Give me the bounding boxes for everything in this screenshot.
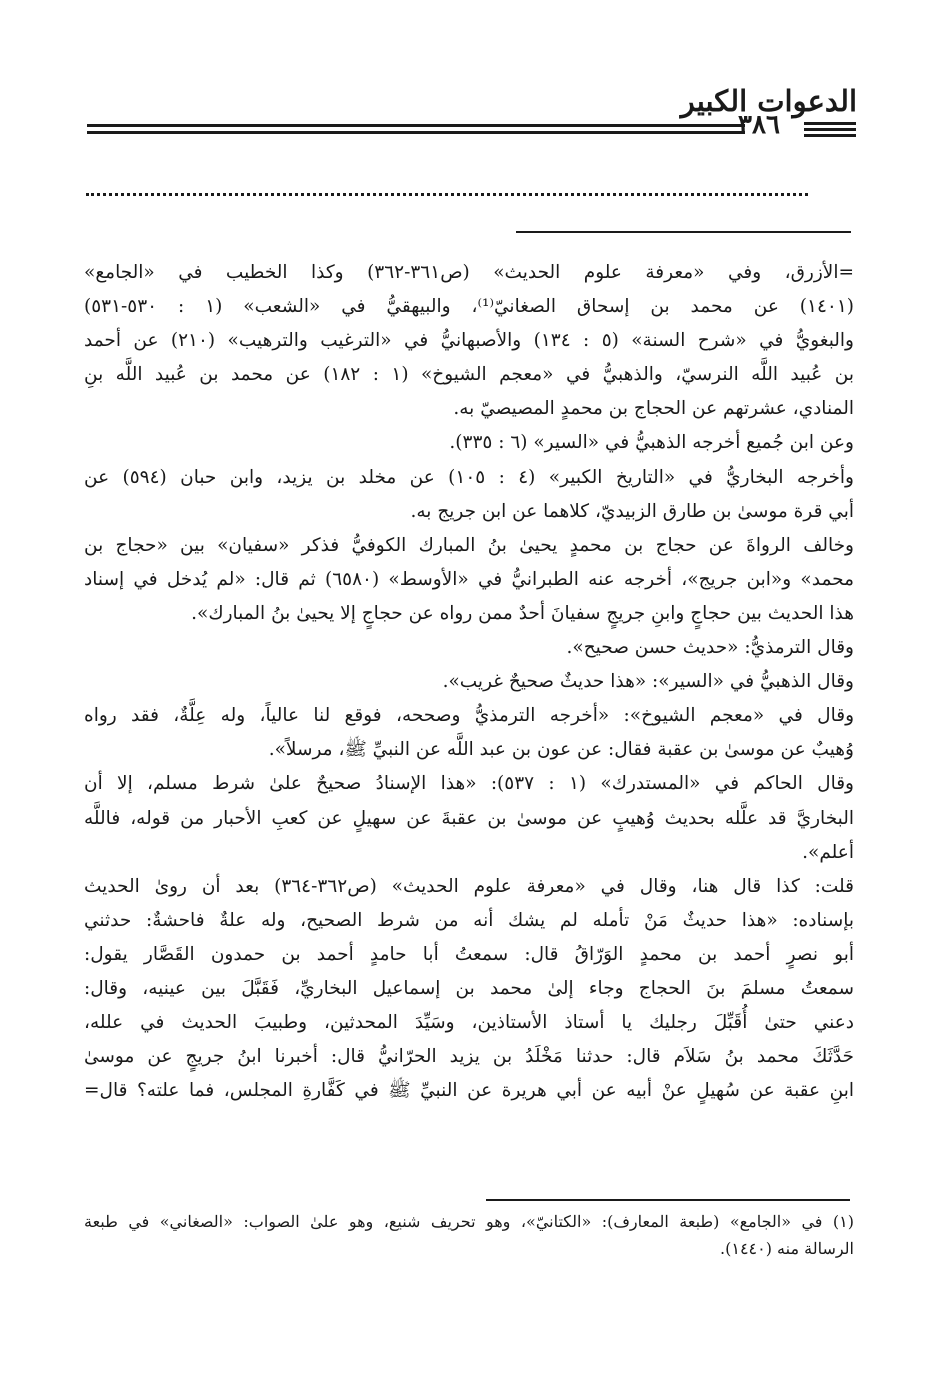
page-number-rule-2 [804, 128, 856, 131]
text-line: بن عُبيد اللَّه النرسيّ، والذهبيُّ في «معجم الشيوخ» (١ : ١٨٢) عن محمد بن عُبيد اللَّه بنِ [84, 364, 855, 386]
footnote-line: (١) في «الجامع» (طبعة المعارف): «الكتانيّ»، وهو تحريف شنيع، وهو علىٰ الصواب: «الصغاني» في طبعة [84, 1212, 854, 1231]
text-line: أبو نصرٍ أحمد بن محمدٍ الوَرّاقُ قال: سمعتُ أبا حامدٍ أحمد بن حمدون القَصَّار يقول: [84, 943, 854, 965]
text-line: وقال في «معجم الشيوخ»: «أخرجه الترمذيُّ وصححه، فوقع لنا عالياً، وله عِلَّةٌ، فقد رواه [84, 705, 854, 727]
text-line: وقال الذهبيُّ في «السير»: «هذا حديثٌ صحيحٌ غريب». [442, 671, 854, 693]
text-line: بإسناده: «هذا حديثٌ مَنْ تأمله لم يشك أنه من شرط الصحيح، وله علةٌ فاحشةٌ: حدثني [84, 909, 854, 931]
footnote-rule [486, 1199, 850, 1201]
text-line: دعني حتىٰ أُقَبِّلَ رجليك يا أستاذ الأستاذين، وسَيِّدَ المحدثين، وطبيبَ الحديث في علله، [84, 1012, 854, 1034]
main-text [84, 256, 854, 1108]
text-line: وخالف الرواةَ عن حجاج بن محمدٍ يحيىٰ بنُ المبارك الكوفيُّ فذكر «سفيان» بين «حجاج بن [84, 534, 854, 556]
text-line: وعن ابن جُميع أخرجه الذهبيُّ في «السير» (٦ : ٣٣٥). [449, 432, 854, 454]
footnote [84, 1208, 854, 1262]
text-line: البخاريَّ قد علَّله بحديث وُهيبٍ عن موسىٰ بن عقبةَ عن سهيلٍ عن كعبِ الأحبار من قوله، فاللَّه [84, 807, 854, 829]
text-line: المنادي، عشرتهم عن الحجاج بن محمدٍ المصيصيّ به. [453, 398, 854, 420]
text-line: سمعتُ مسلمَ بنَ الحجاج وجاء إلىٰ محمد بن إسماعيل البخاريِّ، فَقَبَّلَ بين عينيه، وقال: [84, 977, 854, 999]
text-line: وأخرجه البخاريُّ في «التاريخ الكبير» (٤ : ١٠٥) عن مخلد بن يزيد، وابن حبان (٥٩٤) عن [84, 466, 854, 488]
text-line: أبي قرة موسىٰ بن طارق الزبيديّ، كلاهما عن ابن جريج به. [410, 500, 854, 522]
text-line: محمد» و«ابن جريج»، أخرجه عنه الطبرانيُّ في «الأوسط» (٦٥٨٠) ثم قال: «لم يُدخل في إسناد [84, 568, 855, 590]
footnote-line: الرسالة منه (١٤٤٠). [720, 1239, 854, 1258]
text-line: =الأزرق، وفي «معرفة علوم الحديث» (ص٣٦١-٣٦٢) وكذا الخطيب في «الجامع» [84, 262, 854, 283]
text-line: وُهيبٌ عن موسىٰ بن عقبة فقال: عن عون بن عبد اللَّه عن النبيِّ ﷺ، مرسلاً». [268, 739, 854, 761]
section-rule [516, 231, 851, 233]
page-number-rule-3 [804, 134, 856, 137]
text-line: (١٤٠١) عن محمد بن إسحاق الصغانيّ⁽¹⁾، والبيهقيُّ في «الشعب» (١ : ٥٣٠-٥٣١) [84, 296, 854, 318]
dotted-separator [86, 193, 808, 196]
text-line: ابنِ عقبة عن سُهيلٍ عنْ أبيه عن أبي هريرة عن النبيِّ ﷺ في كَفَّارةِ المجلس، فما علته؟ قال= [84, 1080, 854, 1102]
text-line: وقال الترمذيُّ: «حديث حسن صحيح». [566, 637, 854, 659]
page-number-rule-1 [804, 122, 856, 125]
text-line: أعلم». [802, 841, 854, 863]
running-title: الدعوات الكبير [680, 84, 857, 118]
text-line: وقال الحاكم في «المستدرك» (١ : ٥٣٧): «هذا الإسنادُ صحيحٌ علىٰ شرط مسلم، إلا أن [84, 773, 854, 795]
page-number: ٣٨٦ [738, 110, 780, 140]
text-line: هذا الحديث بين حجاجٍ وابنِ جريجٍ سفيانَ أحدٌ ممن رواه عن حجاجٍ إلا يحيىٰ بنُ المبارك». [191, 602, 854, 624]
header-rule-bottom [87, 131, 745, 134]
text-line: حَدَّثَكَ محمد بنُ سَلاَم قال: حدثنا مَخْلَدُ بن يزيد الحرّانيُّ قال: أخبرنا ابنُ جريجٍ عن موسىٰ [84, 1046, 854, 1068]
header-rule-top [87, 124, 745, 127]
text-line: والبغويُّ في «شرح السنة» (٥ : ١٣٤) والأصبهانيُّ في «الترغيب والترهيب» (٢١٠) عن أحمد [84, 330, 854, 352]
page-header [0, 0, 949, 140]
text-line: قلت: كذا قال هنا، وقال في «معرفة علوم الحديث» (ص٣٦٢-٣٦٤) بعد أن روىٰ الحديث [84, 875, 854, 897]
